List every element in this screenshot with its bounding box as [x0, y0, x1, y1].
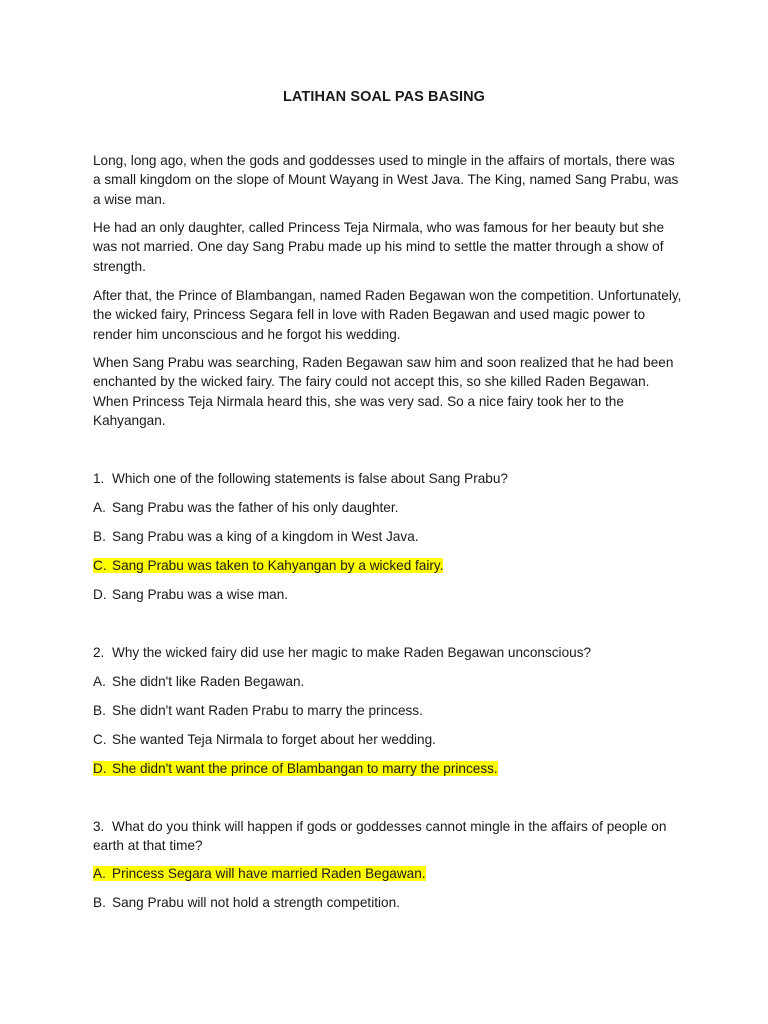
question-2-option-c: [93, 730, 436, 749]
passage-paragraph-2: [93, 218, 683, 276]
option-text: She didn't want the prince of Blambangan to marry the princess.: [112, 761, 498, 776]
option-text: Sang Prabu was the father of his only daughter.: [112, 500, 399, 515]
question-2: [93, 643, 591, 662]
option-letter: B.: [93, 703, 106, 718]
question-1-option-c: [93, 556, 443, 575]
answer-highlight: [93, 866, 426, 881]
question-number: 2.: [93, 645, 105, 660]
answer-highlight: [93, 761, 498, 776]
question-text: Which one of the following statements is false about Sang Prabu?: [112, 471, 508, 486]
question-2-option-b: [93, 701, 423, 720]
option-letter: A.: [93, 500, 106, 515]
option-letter: D.: [93, 587, 107, 602]
paragraph-text: When Sang Prabu was searching, Raden Begawan saw him and soon realized that he had been enchanted by the wicked fairy. The fairy could not accept this, so she killed Raden Begawan. When Princess Teja Nirmala heard this, she was very sad. So a nice fairy took her to the Kahyangan.: [93, 355, 674, 428]
option-letter: A.: [93, 674, 106, 689]
question-2-option-d: [93, 759, 498, 778]
answer-highlight: [93, 558, 443, 573]
question-2-option-a: [93, 672, 304, 691]
paragraph-text: He had an only daughter, called Princess Teja Nirmala, who was famous for her beauty but she was not married. One day Sang Prabu made up his mind to settle the matter through a show of strength.: [93, 220, 665, 274]
question-number: 3.: [93, 819, 105, 834]
question-3-option-a: [93, 864, 426, 883]
passage-paragraph-3: [93, 286, 683, 344]
option-text: Sang Prabu was a wise man.: [112, 587, 289, 602]
question-1-option-b: [93, 527, 419, 546]
question-3: [93, 817, 683, 856]
question-number: 1.: [93, 471, 105, 486]
question-1-option-a: [93, 498, 398, 517]
question-3-option-b: [93, 893, 400, 912]
option-letter: D.: [93, 761, 107, 776]
option-letter: B.: [93, 895, 106, 910]
passage-paragraph-1: [93, 151, 683, 209]
option-letter: C.: [93, 558, 107, 573]
option-text: Sang Prabu was taken to Kahyangan by a wicked fairy.: [112, 558, 444, 573]
document-title: LATIHAN SOAL PAS BASING: [282, 89, 486, 105]
question-1-option-d: [93, 585, 288, 604]
option-text: Sang Prabu was a king of a kingdom in West Java.: [112, 529, 419, 544]
option-text: She wanted Teja Nirmala to forget about her wedding.: [112, 732, 436, 747]
paragraph-text: Long, long ago, when the gods and goddesses used to mingle in the affairs of mortals, there was a small kingdom on the slope of Mount Wayang in West Java. The King, named Sang Prabu, was a wise man.: [93, 153, 679, 207]
option-text: Princess Segara will have married Raden Begawan.: [112, 866, 426, 881]
passage-paragraph-4: [93, 353, 683, 430]
option-text: Sang Prabu will not hold a strength competition.: [112, 895, 400, 910]
option-letter: C.: [93, 732, 107, 747]
option-text: She didn't want Raden Prabu to marry the princess.: [112, 703, 423, 718]
question-text: What do you think will happen if gods or goddesses cannot mingle in the affairs of people on earth at that time?: [93, 819, 667, 854]
question-text: Why the wicked fairy did use her magic to make Raden Begawan unconscious?: [112, 645, 592, 660]
option-letter: B.: [93, 529, 106, 544]
question-1: [93, 469, 508, 488]
paragraph-text: After that, the Prince of Blambangan, named Raden Begawan won the competition. Unfortunately, the wicked fairy, Princess Segara fell in love with Raden Begawan and used magic power to render him unconscious and he forgot his wedding.: [93, 288, 682, 342]
option-letter: A.: [93, 866, 106, 881]
option-text: She didn't like Raden Begawan.: [112, 674, 305, 689]
